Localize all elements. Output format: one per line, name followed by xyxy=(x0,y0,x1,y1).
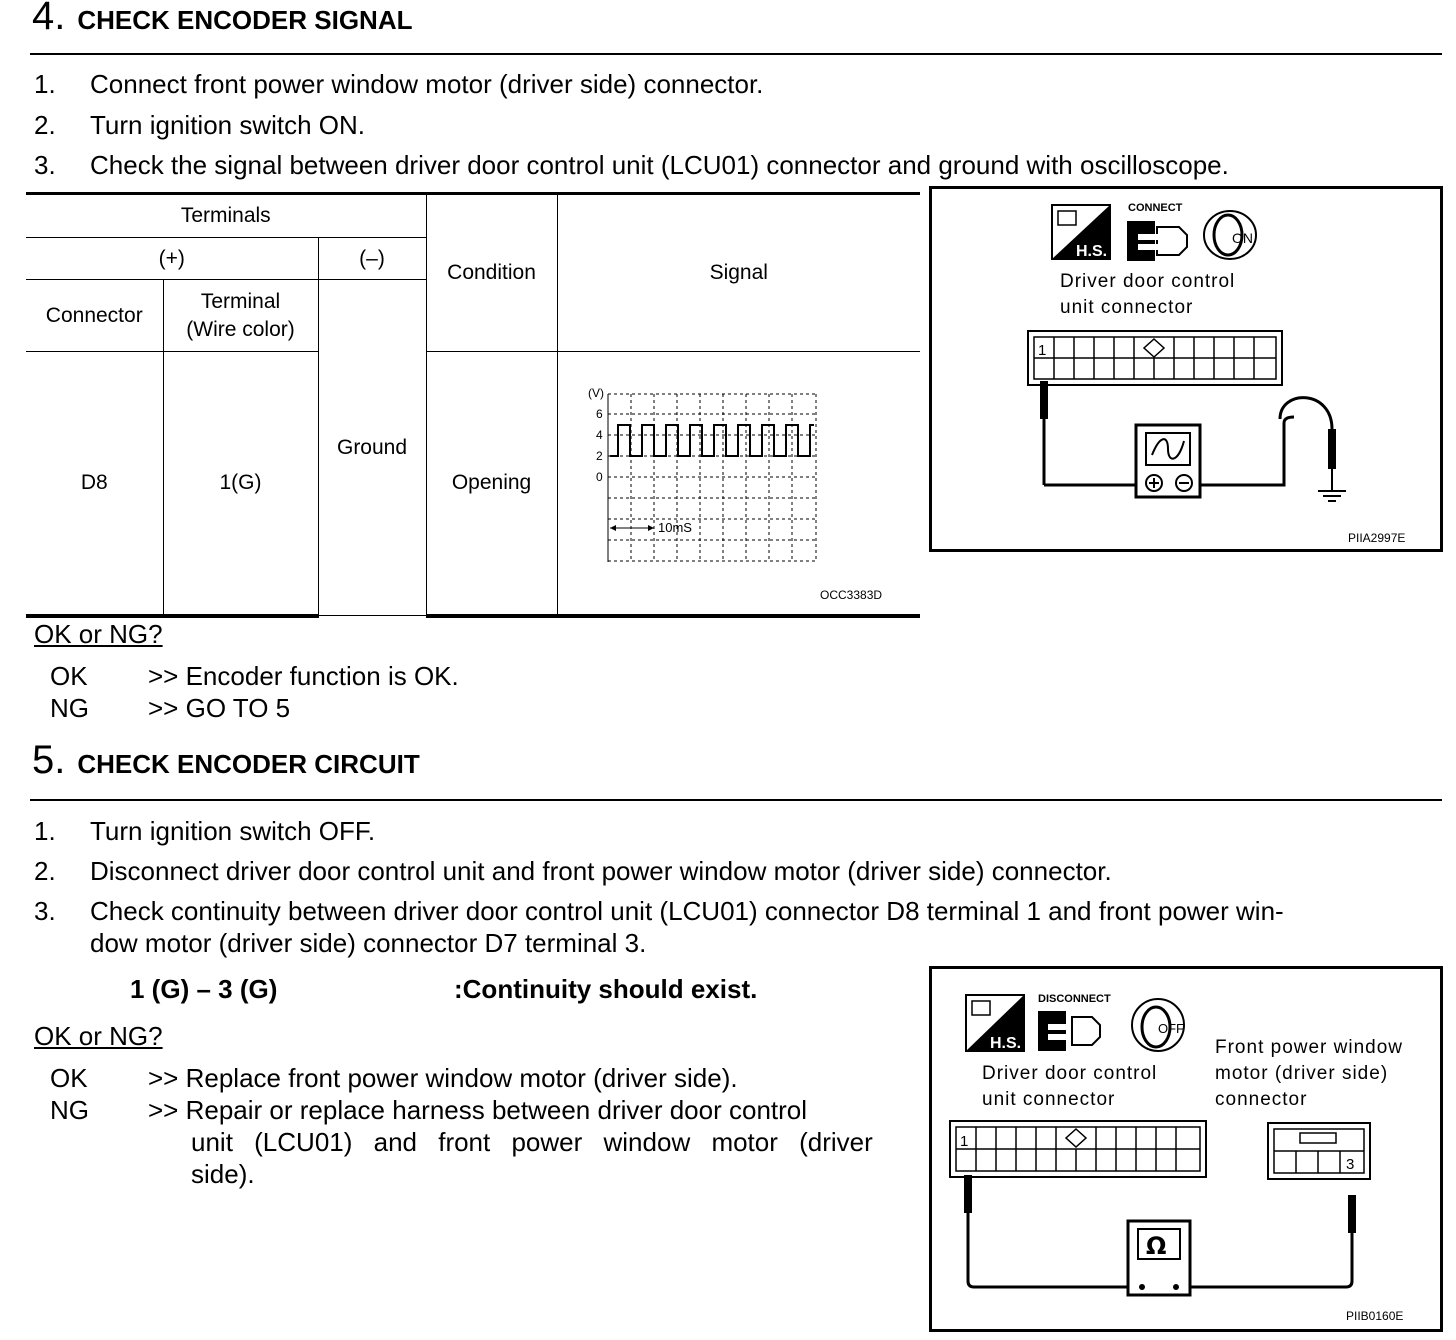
terminal-cell: 1(G) xyxy=(163,352,318,616)
plus-header: (+) xyxy=(26,238,318,280)
ignition-key-icon xyxy=(1204,211,1256,259)
oscilloscope-waveform xyxy=(558,352,918,614)
ohm-symbol: Ω xyxy=(1146,1232,1167,1260)
section-4-rule xyxy=(30,53,1442,55)
disconnect-icon xyxy=(1038,1011,1100,1051)
section-4-title: CHECK ENCODER SIGNAL xyxy=(77,5,413,35)
figure-5-right-label-2: motor (driver side) xyxy=(1215,1063,1389,1084)
step-text-line-1: Check continuity between driver door control unit (LCU01) connector D8 terminal 1 and front power win- xyxy=(90,896,1284,926)
scope-unit-label: (V) xyxy=(587,386,604,400)
scope-tick-2: 2 xyxy=(595,449,603,463)
figure-4-label-line-2: unit connector xyxy=(1060,297,1194,318)
continuity-terminals: 1 (G) – 3 (G) xyxy=(130,974,278,1004)
hs-label: H.S. xyxy=(1076,243,1108,260)
power-window-motor-connector xyxy=(1268,1123,1370,1179)
connect-label: CONNECT xyxy=(1128,202,1183,214)
condition-cell: Opening xyxy=(426,352,557,616)
hs-label: H.S. xyxy=(990,1035,1022,1052)
left-connector-pin-1: 1 xyxy=(960,1133,969,1150)
key-off-label: OFF xyxy=(1158,1021,1184,1036)
ok-text: >> Replace front power window motor (driver side). xyxy=(148,1063,738,1093)
ignition-key-icon xyxy=(1132,999,1184,1051)
ng-text-line-3: side). xyxy=(191,1159,255,1189)
section-5-ng-row xyxy=(50,1094,912,1194)
continuity-result: :Continuity should exist. xyxy=(454,974,758,1004)
step-text: Turn ignition switch ON. xyxy=(90,110,366,140)
oscilloscope-meter-icon xyxy=(1136,425,1200,497)
figure-5-right-label-1: Front power window xyxy=(1215,1037,1404,1058)
step-text-line-2: dow motor (driver side) connector D7 terminal 3. xyxy=(90,928,647,958)
step-number: 2. xyxy=(34,856,56,886)
ng-label: NG xyxy=(50,1095,89,1125)
section-5-number: 5. xyxy=(32,738,66,782)
connector-pin-1: 1 xyxy=(1038,342,1047,359)
disconnect-label: DISCONNECT xyxy=(1038,993,1111,1005)
ng-text-line-1: >> Repair or replace harness between driver door control xyxy=(148,1095,808,1125)
step-text: Connect front power window motor (driver side) connector. xyxy=(90,69,764,99)
terminals-header: Terminals xyxy=(26,194,426,238)
section-4-heading xyxy=(32,0,413,39)
terminal-signal-table xyxy=(26,192,920,618)
oscilloscope-connection-diagram xyxy=(932,189,1440,549)
step-number: 1. xyxy=(34,816,56,846)
ng-text: >> GO TO 5 xyxy=(148,693,291,723)
scope-timebase: 10mS xyxy=(657,520,692,535)
connector-header: Connector xyxy=(26,280,163,352)
section-5-rule xyxy=(30,799,1442,801)
figure-oscilloscope-connection xyxy=(929,186,1443,552)
scope-tick-6: 6 xyxy=(595,407,603,421)
figure-continuity-check xyxy=(929,966,1443,1332)
signal-cell xyxy=(557,352,920,616)
ng-text-line-2: unit (LCU01) and front power window motor (driver xyxy=(191,1127,873,1157)
ok-label: OK xyxy=(50,661,88,691)
scope-tick-4: 4 xyxy=(595,428,603,442)
section-5-okng-question: OK or NG? xyxy=(34,1021,163,1051)
driver-door-connector xyxy=(1028,331,1282,385)
step-text: Check the signal between driver door control unit (LCU01) connector and ground with oscilloscope. xyxy=(90,150,1229,180)
connect-icon xyxy=(1127,221,1187,261)
figure-4-label-line-1: Driver door control xyxy=(1060,271,1236,292)
step-number: 3. xyxy=(34,150,56,180)
step-text: Disconnect driver door control unit and front power window motor (driver side) connector. xyxy=(90,856,1112,886)
ohmmeter-icon xyxy=(1128,1221,1190,1295)
minus-header: (–) xyxy=(318,238,426,280)
ng-label: NG xyxy=(50,693,89,723)
connector-cell: D8 xyxy=(26,352,163,616)
figure-4-code: PIIA2997E xyxy=(1348,531,1406,545)
step-number: 1. xyxy=(34,69,56,99)
ok-text: >> Encoder function is OK. xyxy=(148,661,459,691)
harness-side-icon xyxy=(966,995,1024,1052)
condition-header: Condition xyxy=(426,194,557,352)
step-number: 2. xyxy=(34,110,56,140)
figure-5-code: PIIB0160E xyxy=(1346,1309,1404,1323)
figure-5-right-label-3: connector xyxy=(1215,1089,1308,1110)
step-text: Turn ignition switch OFF. xyxy=(90,816,376,846)
harness-side-icon xyxy=(1052,205,1110,260)
section-5-title: CHECK ENCODER CIRCUIT xyxy=(77,749,420,779)
scope-tick-0: 0 xyxy=(595,470,603,484)
step-number: 3. xyxy=(34,896,56,926)
section-4-number: 4. xyxy=(32,0,66,38)
signal-figure-code: OCC3383D xyxy=(819,588,882,602)
continuity-check-diagram xyxy=(932,969,1440,1329)
figure-5-left-label-2: unit connector xyxy=(982,1089,1116,1110)
ground-cell: Ground xyxy=(318,280,426,616)
section-5-heading xyxy=(32,738,420,783)
key-on-label: ON xyxy=(1232,230,1253,246)
section-4-okng-question: OK or NG? xyxy=(34,619,163,649)
right-connector-pin-3: 3 xyxy=(1346,1156,1355,1173)
figure-5-left-label-1: Driver door control xyxy=(982,1063,1158,1084)
terminal-header: Terminal (Wire color) xyxy=(163,280,318,352)
ok-label: OK xyxy=(50,1063,88,1093)
signal-header: Signal xyxy=(557,194,920,352)
driver-door-connector xyxy=(950,1121,1206,1177)
